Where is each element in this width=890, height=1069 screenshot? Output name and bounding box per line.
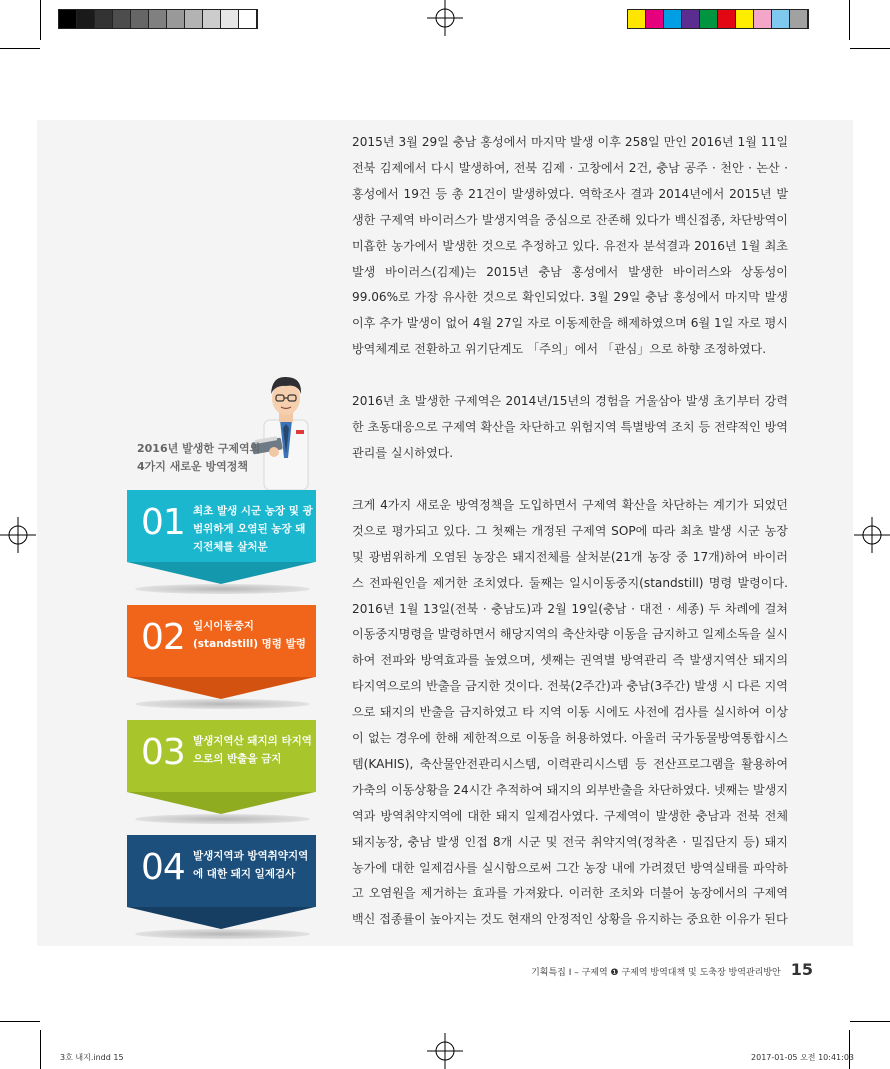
section-title: 기획특집 I – 구제역 ❶ 구제역 방역대책 및 도축장 방역관리방안 (531, 968, 781, 978)
article-body (352, 130, 788, 959)
policy-number: 03 (141, 732, 185, 773)
card-shadow (135, 584, 310, 594)
policy-text: 발생지역과 방역취약지역에 대한 돼지 일제검사 (193, 850, 309, 880)
color-swatch (718, 10, 736, 28)
registration-mark-icon (425, 1029, 465, 1069)
card-arrow (127, 792, 315, 814)
file-slug: 3호 내지.indd 15 (60, 1053, 124, 1062)
crop-mark (850, 1021, 890, 1022)
crop-mark (40, 0, 41, 40)
card-shadow (135, 699, 310, 709)
paragraph: 2016년 초 발생한 구제역은 2014년/15년의 경험을 거울삼아 발생 초기부터 강력한 초동대응으로 구제역 확산을 차단하고 위험지역 특별방역 조치 등 전략적인 방역관리를 실시하였다. (352, 394, 788, 460)
paragraph: 크게 4가지 새로운 방역정책을 도입하면서 구제역 확산을 차단하는 계기가 되었던 것으로 평가되고 있다. 그 첫째는 개정된 구제역 SOP에 따라 최초 발생 시군 농장 및 광범위하게 오염된 농장은 돼지전체를 살처분(21개 농장 중 17개)하여 바이러스 전파원인을 제거한 조치였다. 둘째는 일시이동중지(standstill) 명령 발령이다. 2016년 1월 13일(전북 · 충남도)과 2월 19일(충남 · 대전 · 세종) 두 차례에 걸쳐 이동중지명령을 발령하면서 해당지역의 축산차량 이동을 금지하고 일제소독을 실시하여 전파와 방역효과를 높였으며, 셋째는 권역별 방역관리 즉 발생지역산 돼지의 타지역으로의 반출을 금지한 것이다. 전북(2주간)과 충남(3주간) 발생 시 다른 지역으로 돼지의 반출을 금지하였고 타 지역 이동 시에도 사전에 검사를 실시하여 이상이 없는 경우에 한해 제한적으로 이동을 허용하였다. 아울러 국가동물방역통합시스템(KAHIS), 축산물안전관리시스템, 이력관리시스템 등 전산프로그램을 활용하여 가축의 이동상황을 24시간 추적하여 돼지의 외부반출을 차단하였다. 넷째는 발생지역과 방역취약지역에 대한 돼지 일제검사였다. 구제역이 발생한 충남과 전북 전체 돼지농장, 충남 발생 인접 8개 시군 및 전국 취약지역(정착촌 · 밀집단지 등) 돼지 농가에 대한 일제검사를 실시함으로써 그간 농장 내에 가려졌던 방역실태를 파악하고 오염원을 제거하는 효과를 가져왔다. 이러한 조치와 더불어 농장에서의 구제역 백신 접종률이 높아지는 것도 현재의 안정적인 상황을 유지하는 중요한 이유가 된다 (352, 497, 788, 927)
color-swatch (682, 10, 700, 28)
timestamp-slug: 2017-01-05 오전 10:41:03 (751, 1053, 854, 1062)
color-swatch (772, 10, 790, 28)
policy-card-04 (127, 835, 316, 929)
process-color-bar (627, 9, 809, 29)
card-arrow (127, 677, 315, 699)
registration-mark-icon (425, 0, 465, 40)
crop-mark (849, 1030, 850, 1069)
color-swatch (149, 10, 167, 28)
color-swatch (95, 10, 113, 28)
color-swatch (664, 10, 682, 28)
policy-card-02 (127, 605, 316, 699)
color-swatch (646, 10, 664, 28)
policy-number: 04 (141, 847, 185, 888)
color-swatch (203, 10, 221, 28)
card-shadow (135, 929, 310, 939)
crop-mark (40, 1030, 41, 1069)
crop-mark (850, 48, 890, 49)
sidebar-title (137, 440, 277, 476)
crop-mark (849, 0, 850, 40)
color-swatch (790, 10, 808, 28)
color-swatch (59, 10, 77, 28)
color-swatch (167, 10, 185, 28)
color-swatch (754, 10, 772, 28)
policy-number: 01 (141, 502, 185, 543)
color-swatch (700, 10, 718, 28)
color-swatch (131, 10, 149, 28)
card-shadow (135, 814, 310, 824)
card-arrow (127, 907, 315, 929)
policy-card-03 (127, 720, 316, 814)
registration-mark-icon (0, 515, 40, 555)
color-swatch (185, 10, 203, 28)
paragraph: 2015년 3월 29일 충남 홍성에서 마지막 발생 이후 258일 만인 2016년 1월 11일 전북 김제에서 다시 발생하여, 전북 김제 · 고창에서 2건, 충남 공주 · 천안 · 논산 · 홍성에서 19건 등 총 21건이 발생하였다. 역학조사 결과 2014년에서 2015년 발생한 구제역 바이러스가 발생지역을 중심으로 잔존해 있다가 백신접종, 차단방역이 미흡한 농가에서 발생한 것으로 추정하고 있다. 유전자 분석결과 2016년 1월 최초 발생 바이러스(김제)는 2015년 충남 홍성에서 발생한 바이러스와 상동성이 99.06%로 가장 유사한 것으로 확인되었다. 3월 29일 충남 홍성에서 마지막 발생 이후 추가 발생이 없어 4월 27일 자로 이동제한을 해제하였으며 6월 1일 자로 평시 방역체계로 전환하고 위기단계도 「주의」에서 「관심」으로 하향 조정하였다. (352, 135, 788, 357)
page-footer (531, 960, 813, 979)
sidebar-title-line: 2016년 발생한 구제역의 (137, 442, 261, 455)
registration-mark-icon (850, 515, 890, 555)
crop-mark (0, 48, 40, 49)
color-swatch (628, 10, 646, 28)
policy-number: 02 (141, 617, 185, 658)
sidebar-title-line: 4가지 새로운 방역정책 (137, 460, 248, 473)
color-swatch (77, 10, 95, 28)
color-swatch (736, 10, 754, 28)
card-arrow (127, 562, 315, 584)
policy-text: 최초 발생 시군 농장 및 광범위하게 오염된 농장 돼지전체를 살처분 (193, 505, 313, 553)
color-swatch (239, 10, 257, 28)
color-swatch (221, 10, 239, 28)
crop-mark (0, 1021, 40, 1022)
color-swatch (113, 10, 131, 28)
grayscale-color-bar (58, 9, 258, 29)
policy-text: 발생지역산 돼지의 타지역으로의 반출을 금지 (193, 735, 312, 765)
policy-text: 일시이동중지(standstill) 명령 발령 (193, 620, 306, 650)
page-number: 15 (790, 960, 813, 979)
policy-card-01 (127, 490, 316, 584)
